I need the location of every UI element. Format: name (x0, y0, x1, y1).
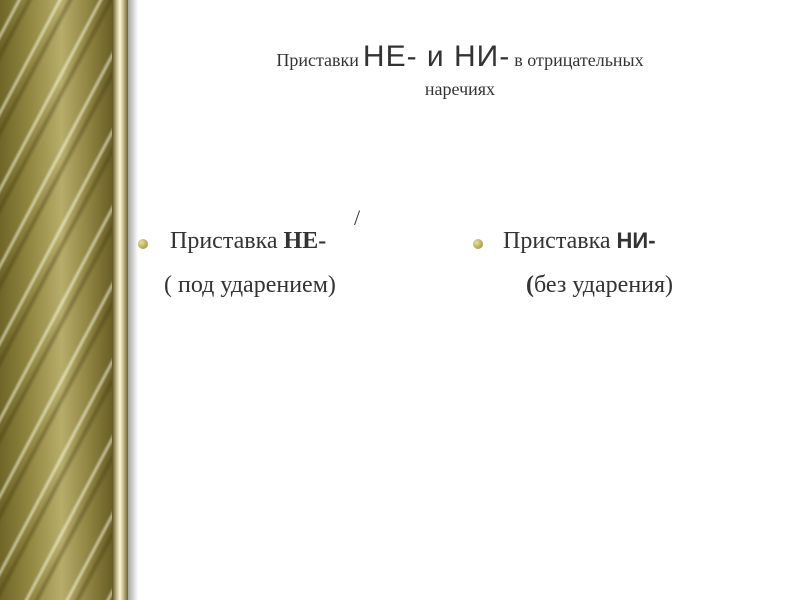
decorative-gold-band (0, 0, 112, 600)
right-item-line-1 (503, 228, 656, 255)
right-item-note (526, 272, 673, 299)
left-item-label: Приставка (170, 228, 284, 254)
right-item-prefix: НИ- (616, 228, 656, 253)
slide-title (160, 40, 760, 99)
decorative-column (112, 0, 128, 600)
left-item-line-1 (170, 228, 326, 255)
right-item-note-rest: без ударения) (534, 272, 674, 298)
decorative-shadow (128, 0, 138, 600)
left-item-note: ( под ударением) (164, 272, 336, 298)
title-part-1: Приставки (276, 50, 359, 70)
right-item-label: Приставка (503, 228, 617, 254)
title-part-3: в отрицательных (514, 50, 644, 70)
title-part-2: НЕ- и НИ- (362, 40, 511, 73)
title-line-2: наречиях (424, 78, 496, 99)
stress-mark: / (354, 205, 361, 230)
left-item-prefix: НЕ- (283, 228, 327, 254)
bullet-icon (138, 239, 148, 249)
bullet-icon (473, 239, 483, 249)
title-line-1 (160, 40, 760, 75)
right-item-note-open: ( (526, 272, 534, 298)
